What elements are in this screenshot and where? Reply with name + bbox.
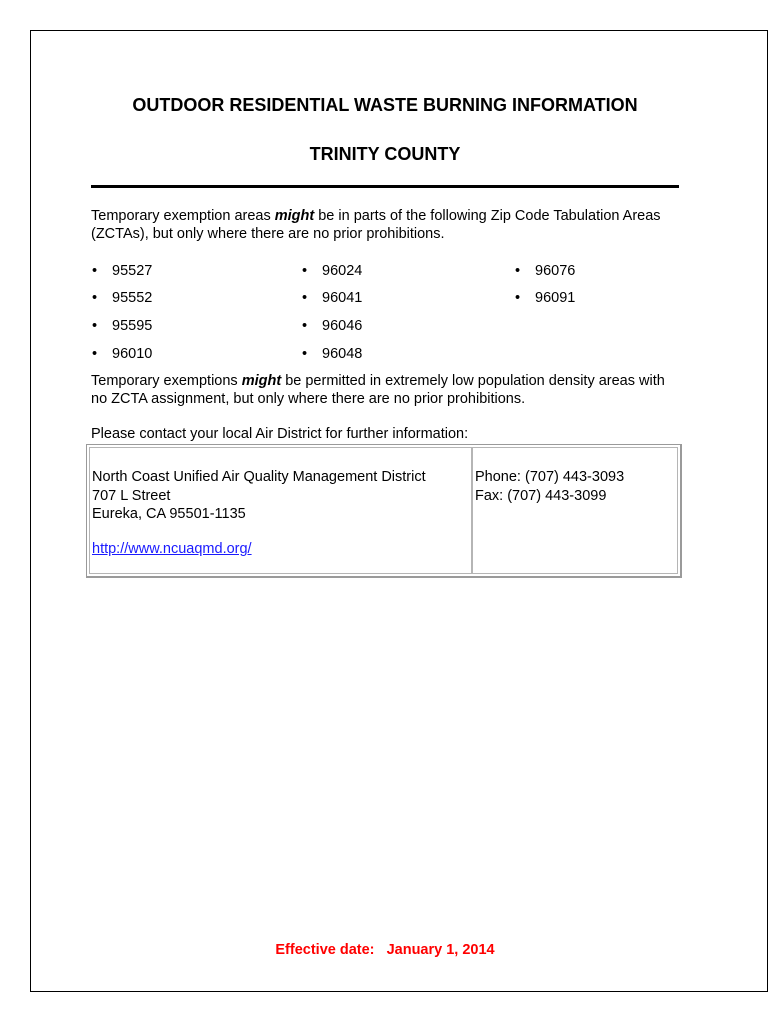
exemptions-paragraph bbox=[91, 372, 681, 408]
page-title: OUTDOOR RESIDENTIAL WASTE BURNING INFORMATION bbox=[132, 95, 638, 115]
zip-code: 95527 bbox=[112, 263, 153, 279]
effective-date-label: Effective date: bbox=[275, 942, 375, 958]
effective-date-value: January 1, 2014 bbox=[386, 942, 495, 958]
district-name: North Coast Unified Air Quality Management District bbox=[92, 469, 426, 485]
intro-text-start: Temporary exemption areas bbox=[91, 208, 275, 224]
bullet-icon: • bbox=[92, 346, 98, 362]
zip-code: 96048 bbox=[322, 346, 363, 362]
bullet-icon: • bbox=[92, 318, 98, 334]
zip-code: 96076 bbox=[535, 263, 576, 279]
intro-paragraph bbox=[91, 207, 681, 243]
zip-list-item bbox=[92, 262, 152, 280]
district-phone: Phone: (707) 443-3093 bbox=[475, 469, 625, 485]
zip-code: 96046 bbox=[322, 318, 363, 334]
bullet-icon: • bbox=[515, 290, 521, 306]
exemptions-emphasis: might bbox=[241, 373, 282, 389]
zip-code: 95552 bbox=[112, 290, 153, 306]
bullet-icon: • bbox=[302, 318, 308, 334]
address-cell bbox=[89, 447, 472, 574]
intro-text-end: be in parts of the following Zip Code Tabulation Areas (ZCTAs), but only where there are no prior prohibitions. bbox=[91, 208, 661, 242]
zip-list-item bbox=[92, 289, 152, 307]
zip-code: 96010 bbox=[112, 346, 153, 362]
bullet-icon: • bbox=[302, 290, 308, 306]
bullet-icon: • bbox=[302, 346, 308, 362]
zip-list-item bbox=[302, 262, 362, 280]
zip-list-item bbox=[515, 289, 575, 307]
zip-list-item bbox=[92, 345, 152, 363]
bullet-icon: • bbox=[302, 263, 308, 279]
contact-table bbox=[86, 444, 682, 578]
zip-list-item bbox=[515, 262, 575, 280]
district-fax: Fax: (707) 443-3099 bbox=[475, 488, 607, 504]
intro-emphasis: might bbox=[274, 208, 315, 224]
district-street: 707 L Street bbox=[92, 488, 171, 504]
district-website-link[interactable]: http://www.ncuaqmd.org/ bbox=[92, 541, 252, 557]
zip-list-item bbox=[92, 317, 152, 335]
bullet-icon: • bbox=[92, 290, 98, 306]
bullet-icon: • bbox=[92, 263, 98, 279]
bullet-icon: • bbox=[515, 263, 521, 279]
county-subtitle: TRINITY COUNTY bbox=[309, 144, 461, 164]
zip-code: 95595 bbox=[112, 318, 153, 334]
contact-prompt: Please contact your local Air District for further information: bbox=[91, 426, 469, 442]
exemptions-text-end: be permitted in extremely low population density areas with no ZCTA assignment, but only where there are no prior prohibitions. bbox=[91, 373, 665, 407]
phone-cell bbox=[472, 447, 678, 574]
zip-list-item bbox=[302, 317, 362, 335]
zip-list-item bbox=[302, 289, 362, 307]
zip-list-item bbox=[302, 345, 362, 363]
exemptions-text-start: Temporary exemptions bbox=[91, 373, 242, 389]
zip-code: 96041 bbox=[322, 290, 363, 306]
district-city: Eureka, CA 95501-1135 bbox=[92, 506, 246, 522]
zip-code: 96091 bbox=[535, 290, 576, 306]
effective-date bbox=[0, 942, 770, 958]
title-divider bbox=[91, 185, 679, 188]
zip-code: 96024 bbox=[322, 263, 363, 279]
